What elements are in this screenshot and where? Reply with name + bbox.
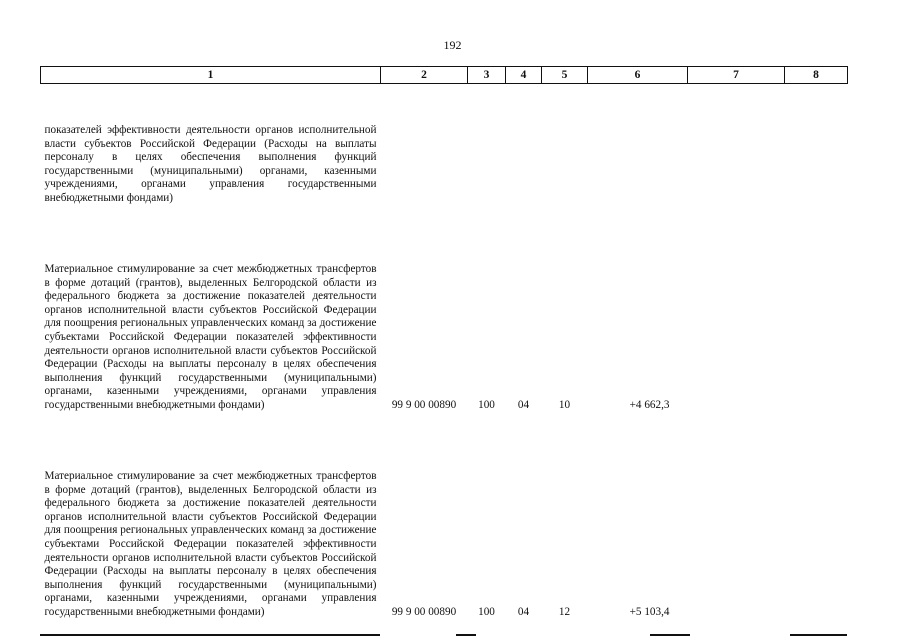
amount: +4 662,3 — [629, 398, 670, 411]
subsection: 10 — [558, 398, 571, 411]
column-header-2: 2 — [381, 67, 468, 84]
table-bottom-border-fragment — [790, 634, 847, 636]
column-header-8: 8 — [785, 67, 848, 84]
column-header-5: 5 — [542, 67, 588, 84]
target-article-code: 99 9 00 00890 — [391, 398, 457, 411]
empty-cell — [688, 84, 785, 206]
row-description: показателей эффективности деятельности органов исполнительной власти субъектов Российской Федерации (Расходы на выплаты персоналу в целях обеспечения выполнения функций государственными (муниципальными) органами, казенными учреждениями, органами управления государственными внебюджетными фондами) — [44, 123, 377, 204]
column-header-1: 1 — [41, 67, 381, 84]
column-header-4: 4 — [506, 67, 542, 84]
expense-type: 100 — [478, 605, 495, 618]
section — [506, 84, 542, 206]
subsection: 12 — [558, 605, 571, 618]
row-description: Материальное стимулирование за счет межбюджетных трансфертов в форме дотаций (грантов), выделенных Белгородской области из федерального бюджета за достижение показателей деятельности органов исполнительной власти субъектов Российской Федерации для поощрения региональных управленческих команд за достижение субъектами Российской Федерации показателей эффективности деятельности органов исполнительной власти субъектов Российской Федерации (Расходы на выплаты персоналу в целях обеспечения выполнения функций государственными (муниципальными) органами, казенными учреждениями, органами управления государственными внебюджетными фондами) — [44, 469, 377, 618]
empty-cell — [785, 413, 848, 620]
table-bottom-border-fragment — [40, 634, 380, 636]
empty-cell — [785, 206, 848, 413]
empty-cell — [785, 84, 848, 206]
row-description: Материальное стимулирование за счет межбюджетных трансфертов в форме дотаций (грантов), выделенных Белгородской области из федерального бюджета за достижение показателей деятельности органов исполнительной власти субъектов Российской Федерации для поощрения региональных управленческих команд за достижение субъектами Российской Федерации показателей эффективности деятельности органов исполнительной власти субъектов Российской Федерации (Расходы на выплаты персоналу в целях обеспечения выполнения функций государственными (муниципальными) органами, казенными учреждениями, органами управления государственными внебюджетными фондами) — [44, 262, 377, 411]
empty-cell — [688, 413, 785, 620]
expense-type — [468, 84, 506, 206]
column-header-6: 6 — [588, 67, 688, 84]
target-article-code — [381, 84, 468, 206]
target-article-code: 99 9 00 00890 — [391, 605, 457, 618]
table-bottom-border-fragment — [650, 634, 690, 636]
table-row — [41, 413, 848, 620]
column-header-7: 7 — [688, 67, 785, 84]
column-header-3: 3 — [468, 67, 506, 84]
amount — [588, 84, 688, 206]
section: 04 — [517, 605, 530, 618]
page-number: 192 — [443, 38, 462, 52]
table-header-row — [41, 67, 848, 84]
amount: +5 103,4 — [629, 605, 670, 618]
expense-type: 100 — [478, 398, 495, 411]
subsection — [542, 84, 588, 206]
empty-cell — [688, 206, 785, 413]
section: 04 — [517, 398, 530, 411]
table-bottom-border-fragment — [456, 634, 476, 636]
table-row — [41, 84, 848, 206]
table-row — [41, 206, 848, 413]
budget-table — [40, 66, 848, 620]
